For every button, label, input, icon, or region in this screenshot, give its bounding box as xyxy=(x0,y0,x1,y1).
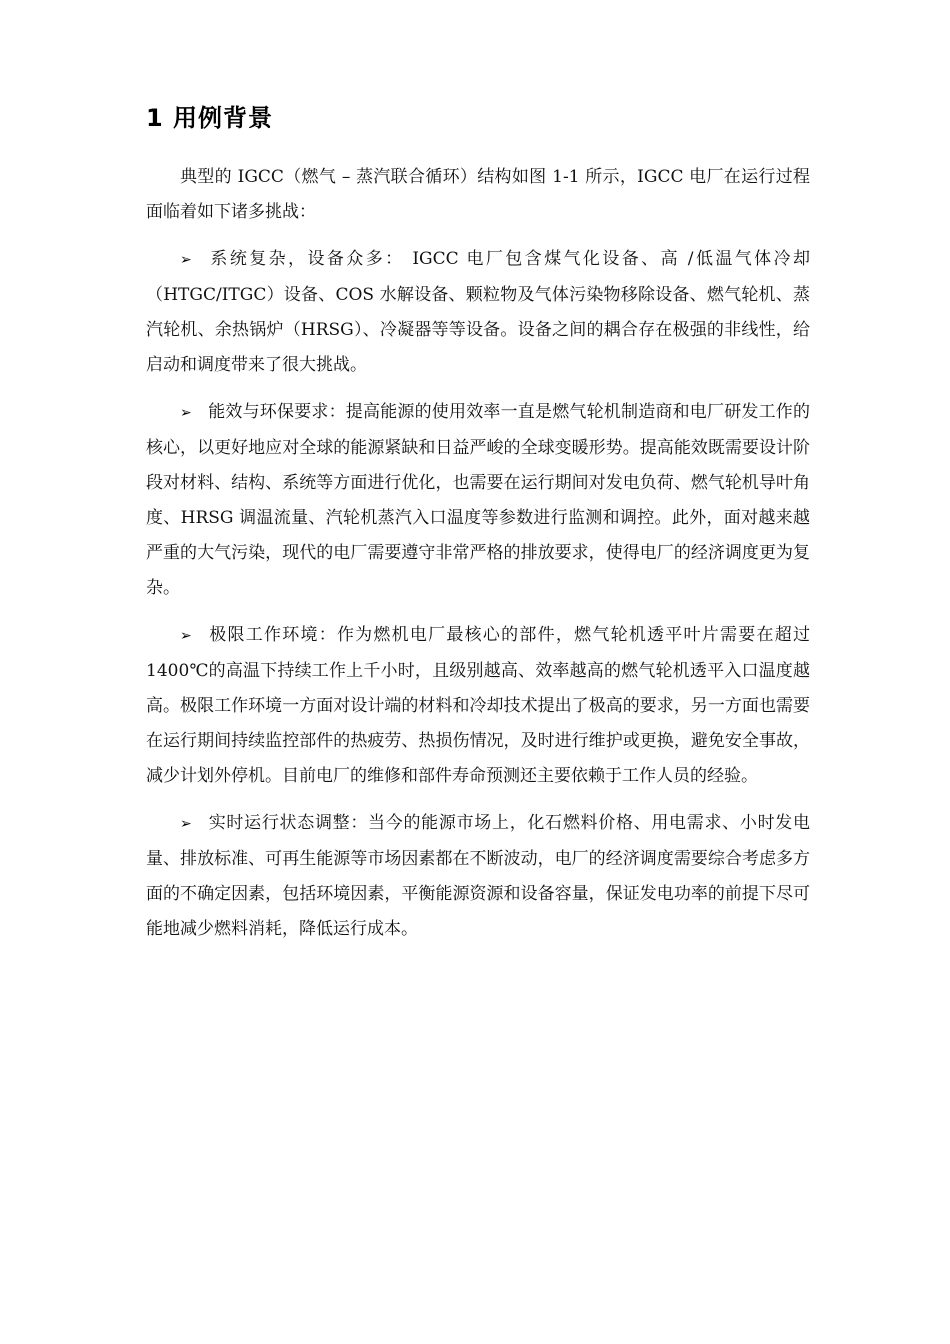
intro-paragraph: 典型的 IGCC（燃气 – 蒸汽联合循环）结构如图 1-1 所示，IGCC 电厂在运行过程面临着如下诸多挑战： xyxy=(146,167,810,222)
bullet-text: 极限工作环境：作为燃机电厂最核心的部件，燃气轮机透平叶片需要在超过 1400℃的高温下持续工作上千小时，且级别越高、效率越高的燃气轮机透平入口温度越高。极限工作环境一方面对设计端的材料和冷却技术提出了极高的要求，另一方面也需要在运行期间持续监控部件的热疲劳、热损伤情况，及时进行维护或更换，避免安全事故，减少计划外停机。目前电厂的维修和部件寿命预测还主要依赖于工作人员的经验。 xyxy=(146,625,810,786)
bullet-item-realtime-adjustment xyxy=(146,806,810,947)
arrow-bullet-icon: ➢ xyxy=(180,816,192,832)
bullet-text: 实时运行状态调整：当今的能源市场上，化石燃料价格、用电需求、小时发电量、排放标准、可再生能源等市场因素都在不断波动，电厂的经济调度需要综合考虑多方面的不确定因素，包括环境因素，平衡能源资源和设备容量，保证发电功率的前提下尽可能地减少燃料消耗，降低运行成本。 xyxy=(146,813,810,939)
arrow-bullet-icon: ➢ xyxy=(180,405,192,421)
bullet-item-efficiency xyxy=(146,395,810,606)
arrow-bullet-icon: ➢ xyxy=(180,252,192,268)
bullet-item-complex-system xyxy=(146,242,810,383)
section-heading: 1 用例背景 xyxy=(146,104,274,132)
bullet-text: 系统复杂，设备众多： IGCC 电厂包含煤气化设备、高 /低温气体冷却（HTGC/ITGC）设备、COS 水解设备、颗粒物及气体污染物移除设备、燃气轮机、蒸汽轮机、余热锅炉（HRSG）、冷凝器等等设备。设备之间的耦合存在极强的非线性，给启动和调度带来了很大挑战。 xyxy=(146,249,810,375)
arrow-bullet-icon: ➢ xyxy=(180,628,192,644)
document-body xyxy=(146,160,810,959)
bullet-item-extreme-environment xyxy=(146,618,810,794)
bullet-text: 能效与环保要求：提高能源的使用效率一直是燃气轮机制造商和电厂研发工作的核心，以更好地应对全球的能源紧缺和日益严峻的全球变暖形势。提高能效既需要设计阶段对材料、结构、系统等方面进行优化，也需要在运行期间对发电负荷、燃气轮机导叶角度、HRSG 调温流量、汽轮机蒸汽入口温度等参数进行监测和调控。此外，面对越来越严重的大气污染，现代的电厂需要遵守非常严格的排放要求，使得电厂的经济调度更为复杂。 xyxy=(146,402,810,598)
